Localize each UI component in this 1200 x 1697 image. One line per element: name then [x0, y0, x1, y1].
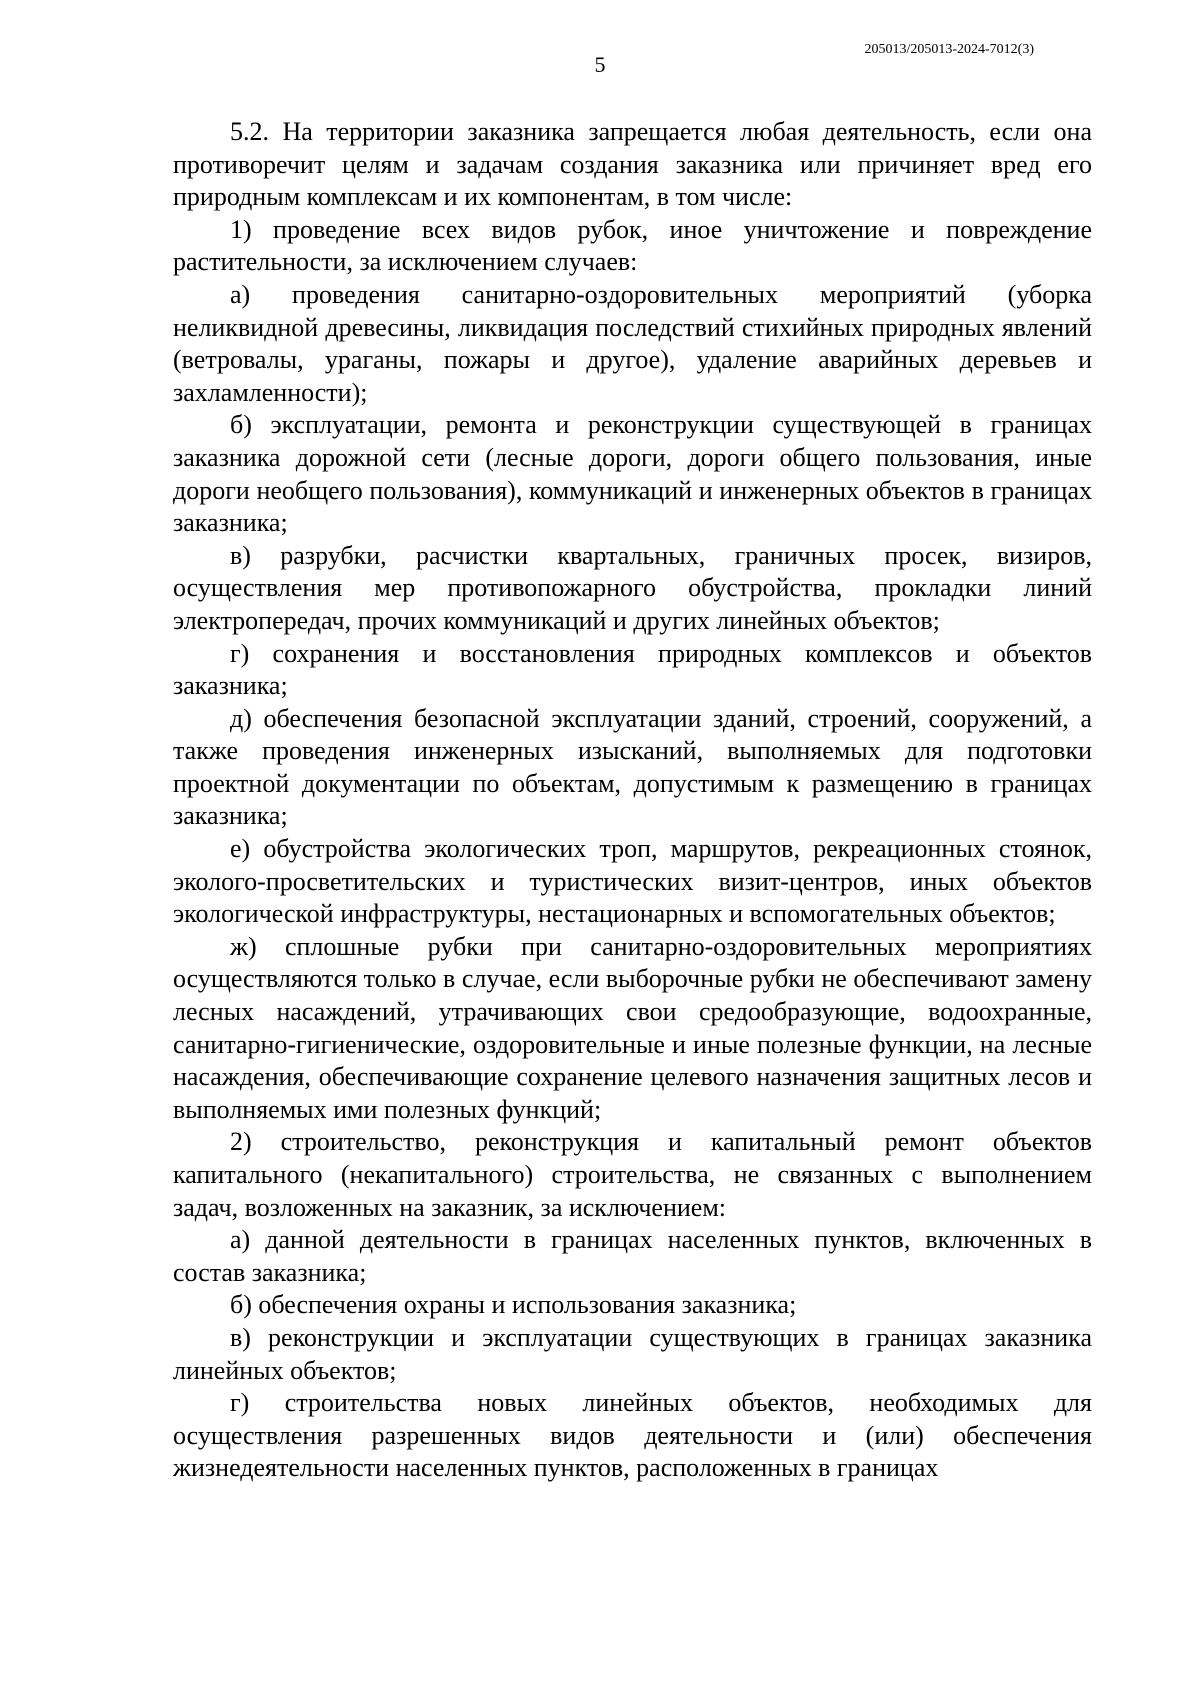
paragraph-item-1: 1) проведение всех видов рубок, иное уничтожение и повреждение растительности, за исключением случаев: — [173, 214, 1092, 277]
paragraph-subitem-e: е) обустройства экологических троп, маршрутов, рекреационных стоянок, эколого-просветительских и туристических визит-центров, иных объектов экологической инфраструктуры, нестационарных и вспомогательных объектов; — [173, 834, 1092, 929]
paragraph-item-2-subitem-b: б) обеспечения охраны и использования заказника; — [230, 1290, 797, 1320]
paragraph-subitem-zh: ж) сплошные рубки при санитарно-оздоровительных мероприятиях осуществляются только в случае, если выборочные рубки не обеспечивают замену лесных насаждений, утрачивающих свои средообразующие, водоохранные, санитарно-гигиенические, оздоровительные и иные полезные функции, на лесные насаждения, обеспечивающие сохранение целевого назначения защитных лесов и выполняемых ими полезных функций; — [173, 931, 1092, 1124]
page-number: 5 — [594, 52, 606, 77]
paragraph-subitem-a: а) проведения санитарно-оздоровительных мероприятий (уборка неликвидной древесины, ликвидация последствий стихийных природных явлений (ветровалы, ураганы, пожары и другое), удаление аварийных деревьев и захламленности); — [173, 279, 1092, 407]
paragraph-subitem-v: в) разрубки, расчистки квартальных, граничных просек, визиров, осуществления мер противопожарного обустройства, прокладки линий электропередач, прочих коммуникаций и других линейных объектов; — [173, 540, 1092, 635]
paragraph-item-2: 2) строительство, реконструкция и капитальный ремонт объектов капитального (некапитального) строительства, не связанных с выполнением задач, возложенных на заказник, за исключением: — [173, 1127, 1092, 1222]
paragraph-item-2-subitem-v: в) реконструкции и эксплуатации существующих в границах заказника линейных объектов; — [173, 1322, 1092, 1385]
paragraph-5-2: 5.2. На территории заказника запрещается любая деятельность, если она противоречит целям и задачам создания заказника или причиняет вред его природным комплексам и их компонентам, в том числе: — [173, 117, 1092, 212]
document-id: 205013/205013-2024-7012(3) — [864, 42, 1034, 57]
paragraph-subitem-b: б) эксплуатации, ремонта и реконструкции существующей в границах заказника дорожной сети (лесные дороги, дороги общего пользования, иные дороги необщего пользования), коммуникаций и инженерных объектов в границах заказника; — [173, 410, 1092, 538]
paragraph-subitem-d: д) обеспечения безопасной эксплуатации зданий, строений, сооружений, а также проведения инженерных изысканий, выполняемых для подготовки проектной документации по объектам, допустимым к размещению в границах заказника; — [173, 703, 1092, 831]
paragraph-item-2-subitem-g: г) строительства новых линейных объектов, необходимых для осуществления разрешенных видов деятельности и (или) обеспечения жизнедеятельности населенных пунктов, расположенных в границах — [173, 1388, 1092, 1483]
paragraph-item-2-subitem-a: а) данной деятельности в границах населенных пунктов, включенных в состав заказника; — [173, 1225, 1092, 1287]
document-body — [173, 116, 1092, 1485]
paragraph-subitem-g: г) сохранения и восстановления природных комплексов и объектов заказника; — [173, 638, 1092, 701]
